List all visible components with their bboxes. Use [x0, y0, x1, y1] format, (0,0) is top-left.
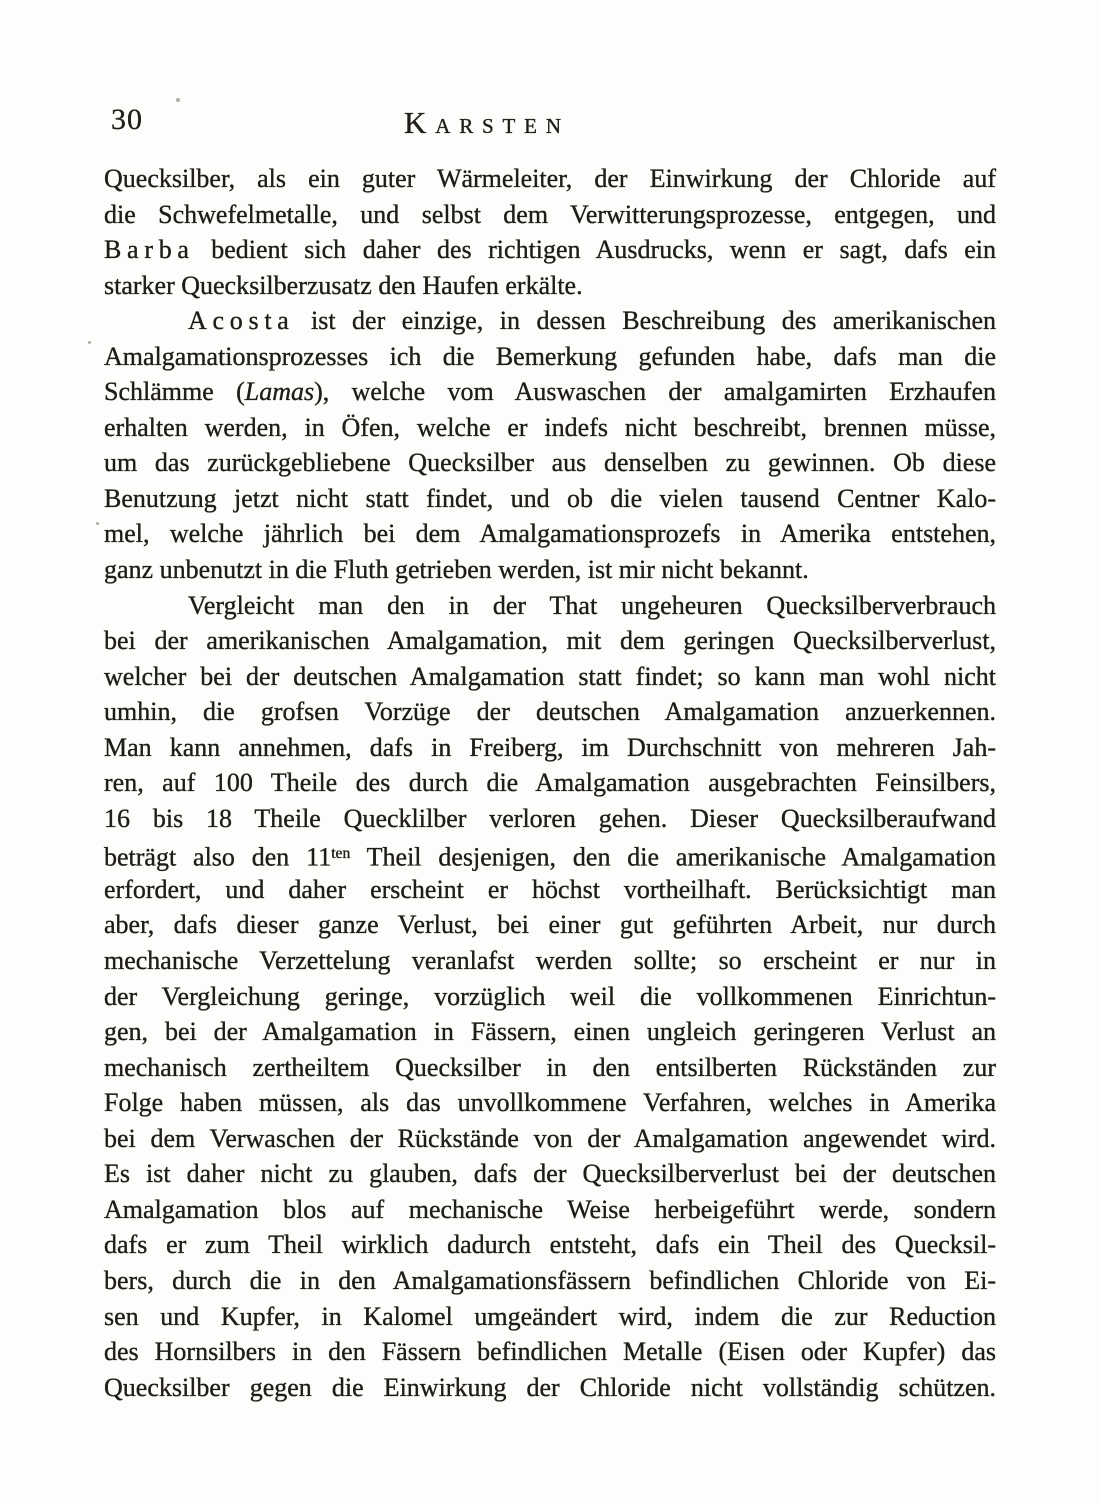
text-line: [104, 1299, 996, 1335]
text-segment: welcher bei der deutschen Amalgamation statt findet; so kann man wohl nicht: [104, 661, 996, 691]
text-line: [104, 907, 996, 943]
text-segment: Amalgamation blos auf mechanische Weise herbeigeführt werde, sondern: [104, 1194, 996, 1224]
text-line: [104, 659, 996, 695]
text-segment: Benutzung jetzt nicht statt findet, und ob die vielen tausend Centner Kalo-: [104, 483, 996, 513]
text-line: [104, 1263, 996, 1299]
spaced-name: Acosta: [188, 306, 295, 336]
text-line: [104, 1121, 996, 1157]
text-line: [104, 623, 996, 659]
text-segment: Quecksilber gegen die Einwirkung der Chloride nicht vollständig schützen.: [104, 1372, 996, 1402]
text-line: [104, 268, 996, 304]
text-segment: Amalgamationsprozesses ich die Bemerkung gefunden habe, dafs man die: [104, 341, 996, 371]
text-segment: 16 bis 18 Theile Quecklilber verloren gehen. Dieser Quecksilberaufwand: [104, 803, 996, 833]
text-segment: mechanisch zertheiltem Quecksilber in den entsilberten Rückständen zur: [104, 1052, 996, 1082]
text-line: [104, 1156, 996, 1192]
text-segment: Quecksilber, als ein guter Wärmeleiter, der Einwirkung der Chloride auf: [104, 164, 996, 193]
text-segment: beträgt also den 11: [104, 842, 332, 872]
text-line: [104, 765, 996, 801]
text-line: [104, 1050, 996, 1086]
spaced-name: Barba: [104, 235, 195, 265]
text-segment: der Vergleichung geringe, vorzüglich weil die vollkommenen Einrichtun-: [104, 981, 996, 1011]
text-line: [104, 1227, 996, 1263]
scan-speck: [176, 98, 180, 102]
text-segment: Schlämme (: [104, 377, 245, 407]
superscript-text: ten: [331, 845, 351, 863]
text-segment: bedient sich daher des richtigen Ausdrucks, wenn er sagt, dafs ein: [194, 235, 996, 265]
text-line: [104, 1085, 996, 1121]
text-line: [104, 481, 996, 517]
text-segment: Man kann annehmen, dafs in Freiberg, im Durchschnitt von mehreren Jah-: [104, 732, 996, 762]
text-line: [104, 303, 996, 339]
italic-text: Lamas: [244, 377, 315, 407]
text-segment: bei der amerikanischen Amalgamation, mit dem geringen Quecksilberverlust,: [104, 626, 996, 656]
text-line: [104, 588, 996, 624]
text-segment: ist der einzige, in dessen Beschreibung des amerikanischen: [294, 306, 996, 336]
text-line: [104, 730, 996, 766]
text-line: [104, 552, 996, 588]
text-line: [104, 943, 996, 979]
page-body-text: [104, 161, 996, 1405]
text-line: [104, 1192, 996, 1228]
text-segment: mechanische Verzettelung veranlafst werden sollte; so erscheint er nur in: [104, 946, 996, 976]
scan-speck: [96, 522, 99, 525]
page-number: 30: [111, 103, 143, 136]
text-line: [104, 1014, 996, 1050]
text-segment: aber, dafs dieser ganze Verlust, bei einer gut geführten Arbeit, nur durch: [104, 910, 996, 940]
text-line: [104, 694, 996, 730]
text-segment: erfordert, und daher erscheint er höchst vortheilhaft. Berücksichtigt man: [104, 874, 996, 904]
text-segment: sen und Kupfer, in Kalomel umgeändert wird, indem die zur Reduction: [104, 1301, 996, 1331]
text-segment: um das zurückgebliebene Quecksilber aus denselben zu gewinnen. Ob diese: [104, 448, 996, 478]
text-segment: gen, bei der Amalgamation in Fässern, einen ungleich geringeren Verlust an: [104, 1017, 996, 1047]
text-line: [104, 872, 996, 908]
text-segment: mel, welche jährlich bei dem Amalgamationsprozefs in Amerika entstehen,: [104, 519, 996, 549]
text-segment: bers, durch die in den Amalgamationsfässern befindlichen Chloride von Ei-: [104, 1265, 996, 1295]
text-line: [104, 801, 996, 837]
text-line: [104, 161, 996, 197]
text-line: [104, 445, 996, 481]
text-segment: ganz unbenutzt in die Fluth getrieben werden, ist mir nicht bekannt.: [104, 555, 809, 585]
paragraph: [104, 303, 996, 587]
text-line: [104, 516, 996, 552]
text-line: [104, 197, 996, 233]
text-segment: bei dem Verwaschen der Rückstände von der Amalgamation angewendet wird.: [104, 1123, 996, 1153]
text-segment: starker Quecksilberzusatz den Haufen erkälte.: [104, 270, 583, 300]
text-segment: Vergleicht man den in der That ungeheuren Quecksilberverbrauch: [188, 590, 996, 620]
text-segment: erhalten werden, in Öfen, welche er indefs nicht beschreibt, brennen müsse,: [104, 412, 996, 442]
text-segment: Folge haben müssen, als das unvollkommene Verfahren, welches in Amerika: [104, 1088, 996, 1118]
scan-speck: [88, 341, 91, 344]
text-line: [104, 410, 996, 446]
text-line: [104, 836, 996, 872]
text-segment: Es ist daher nicht zu glauben, dafs der Quecksilberverlust bei der deutschen: [104, 1159, 996, 1189]
paragraph: [104, 588, 996, 1406]
text-line: [104, 979, 996, 1015]
text-segment: die Schwefelmetalle, und selbst dem Verwitterungsprozesse, entgegen, und: [104, 199, 996, 229]
text-segment: Theil desjenigen, den die amerikanische Amalgamation: [350, 842, 996, 872]
text-line: [104, 1334, 996, 1370]
text-segment: dafs er zum Theil wirklich dadurch entsteht, dafs ein Theil des Quecksil-: [104, 1230, 996, 1260]
text-segment: ren, auf 100 Theile des durch die Amalgamation ausgebrachten Feinsilbers,: [104, 768, 996, 798]
text-line: [104, 1370, 996, 1406]
text-segment: ), welche vom Auswaschen der amalgamirten Erzhaufen: [314, 377, 996, 407]
text-line: [104, 339, 996, 375]
text-line: [104, 374, 996, 410]
text-line: [104, 232, 996, 268]
paragraph: [104, 161, 996, 303]
running-header: KARSTEN: [404, 105, 570, 140]
text-segment: umhin, die grofsen Vorzüge der deutschen Amalgamation anzuerkennen.: [104, 697, 996, 727]
text-segment: des Hornsilbers in den Fässern befindlichen Metalle (Eisen oder Kupfer) das: [104, 1337, 996, 1367]
